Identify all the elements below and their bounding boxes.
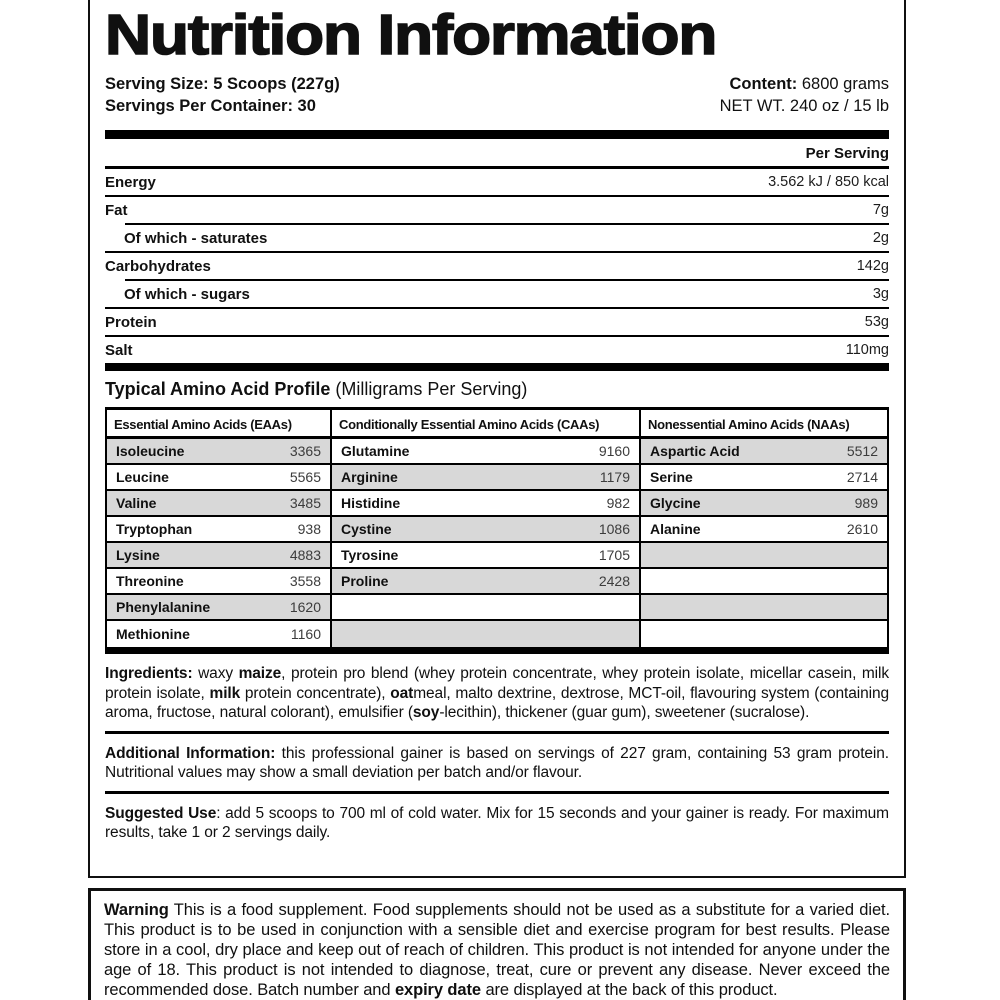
amino-value: 1705 — [598, 547, 630, 564]
emphasized-text: oat — [390, 684, 414, 702]
serving-size-text: Serving Size: 5 Scoops (227g) — [105, 75, 340, 94]
amino-name: Cystine — [341, 521, 392, 538]
nutrient-name: Of which - saturates — [124, 229, 268, 247]
nutrient-value: 2g — [872, 230, 889, 247]
body-text: -lecithin), thickener (guar gum), sweetener (sucralose). — [439, 704, 810, 722]
amino-name: Serine — [650, 469, 693, 486]
divider-bar-top — [105, 130, 889, 139]
nutrient-value: 142g — [856, 258, 889, 275]
amino-row — [332, 491, 639, 517]
emphasized-text: Additional Information: — [105, 744, 276, 762]
nutrient-name: Carbohydrates — [105, 257, 211, 275]
nutrition-table — [105, 169, 889, 363]
body-text: : add 5 scoops to 700 ml of cold water. Mix for 15 seconds and your gainer is ready. For maximum results, take 1 or 2 servings daily. — [105, 804, 889, 842]
divider-rule — [105, 731, 889, 734]
ingredients-paragraph — [105, 664, 889, 723]
amino-name: Glutamine — [341, 443, 410, 460]
amino-row — [641, 543, 887, 569]
amino-value: 1086 — [598, 521, 630, 538]
amino-value: 2714 — [846, 469, 878, 486]
amino-name: Lysine — [116, 547, 160, 564]
amino-row — [107, 543, 330, 569]
amino-name: Aspartic Acid — [650, 443, 740, 460]
nutrition-row — [105, 225, 889, 251]
amino-value: 2428 — [598, 573, 630, 590]
nutrition-row — [105, 281, 889, 307]
nutrient-name: Of which - sugars — [124, 285, 250, 303]
amino-row — [332, 595, 639, 621]
body-text: meal, malto dextrine, dextrose, MCT-oil, flavouring system (containing aroma, fructose, natural colorant), emulsifier ( — [105, 684, 890, 722]
emphasized-text: Suggested Use — [105, 804, 217, 822]
body-text: , protein pro blend (whey protein concentrate, whey protein isolate, micellar casein, milk protein isolate, — [105, 665, 890, 702]
body-text: waxy — [192, 665, 239, 683]
nutrition-row — [105, 169, 889, 195]
amino-row — [641, 621, 887, 647]
amino-column-header: Essential Amino Acids (EAAs) — [107, 410, 330, 439]
amino-value: 9160 — [598, 443, 630, 460]
body-text: are displayed at the back of this product. — [480, 981, 778, 999]
amino-row — [107, 595, 330, 621]
emphasized-text: maize — [238, 665, 282, 683]
amino-row — [641, 595, 887, 621]
amino-row — [332, 569, 639, 595]
nutrient-value: 3g — [872, 286, 889, 303]
amino-row — [107, 569, 330, 595]
amino-value: 3558 — [289, 573, 321, 590]
amino-name: Tryptophan — [116, 521, 193, 538]
page-title: Nutrition Information — [105, 3, 717, 67]
amino-name: Tyrosine — [341, 547, 399, 564]
amino-row — [332, 621, 639, 647]
amino-name: Leucine — [116, 469, 169, 486]
per-serving-header: Per Serving — [805, 145, 889, 163]
emphasized-text: expiry date — [394, 981, 481, 999]
amino-name: Proline — [341, 573, 389, 590]
nutrient-value: 53g — [864, 314, 889, 331]
amino-name: Arginine — [341, 469, 398, 486]
nutrient-value: 7g — [872, 202, 889, 219]
amino-name: Isoleucine — [116, 443, 185, 460]
emphasized-text: Warning — [104, 901, 169, 919]
nutrient-name: Salt — [105, 341, 133, 359]
warning-paragraph — [104, 900, 890, 1000]
amino-name: Alanine — [650, 521, 701, 538]
amino-value: 3365 — [289, 443, 321, 460]
nutrient-value: 3.562 kJ / 850 kcal — [768, 174, 889, 191]
amino-value: 1160 — [290, 626, 321, 643]
content-label: Content: — [729, 75, 798, 94]
content-value: 6800 grams — [797, 75, 889, 94]
amino-acid-table — [105, 407, 889, 654]
additional-information-paragraph — [105, 744, 889, 783]
nutrition-row — [105, 337, 889, 363]
nutrient-name: Fat — [105, 201, 128, 219]
emphasized-text: Ingredients: — [105, 665, 193, 683]
suggested-use-paragraph — [105, 804, 889, 843]
amino-name: Histidine — [341, 495, 401, 512]
divider-rule — [105, 791, 889, 794]
amino-value: 3485 — [289, 495, 321, 512]
amino-profile-title-sub: (Milligrams Per Serving) — [330, 379, 528, 400]
amino-name: Valine — [116, 495, 157, 512]
warning-box — [88, 888, 906, 1000]
emphasized-text: milk — [209, 684, 241, 702]
amino-name: Glycine — [650, 495, 701, 512]
net-weight-text: NET WT. 240 oz / 15 lb — [719, 97, 889, 116]
amino-row — [641, 465, 887, 491]
emphasized-text: soy — [412, 704, 440, 722]
amino-column-header: Conditionally Essential Amino Acids (CAAs) — [332, 410, 639, 439]
nutrition-row — [105, 253, 889, 279]
amino-name: Methionine — [116, 626, 190, 643]
amino-column-header: Nonessential Amino Acids (NAAs) — [641, 410, 887, 439]
amino-profile-title-bold: Typical Amino Acid Profile — [105, 379, 331, 400]
amino-value: 938 — [297, 521, 321, 538]
amino-value: 5565 — [289, 469, 321, 486]
amino-value: 989 — [854, 495, 878, 512]
amino-name: Threonine — [116, 573, 184, 590]
amino-row — [332, 543, 639, 569]
amino-row — [107, 465, 330, 491]
amino-profile-title — [105, 379, 889, 400]
body-text: This is a food supplement. Food supplements should not be used as a substitute for a varied diet. This product is to be used in conjunction with a sensible diet and exercise program for best results. Please store in a cool, dry place and keep out of reach of children. This product is not intended for anyone under the age of 18. This product is not intended to diagnose, treat, cure or prevent any disease. Never exceed the recommended dose. Batch number and — [104, 901, 890, 999]
amino-row — [107, 491, 330, 517]
nutrition-row — [105, 197, 889, 223]
amino-value: 982 — [606, 495, 630, 512]
amino-row — [332, 517, 639, 543]
serving-info-left — [105, 73, 340, 117]
amino-column — [639, 410, 887, 647]
amino-row — [107, 517, 330, 543]
divider-bar-bottom — [105, 363, 889, 371]
amino-row — [332, 439, 639, 465]
nutrition-row — [105, 309, 889, 335]
nutrition-label-panel — [88, 0, 906, 878]
amino-row — [641, 517, 887, 543]
nutrient-name: Protein — [105, 313, 157, 331]
amino-column — [330, 410, 639, 647]
amino-value: 1179 — [599, 469, 630, 486]
serving-info-right — [720, 73, 889, 117]
amino-row — [641, 569, 887, 595]
serving-info-row — [105, 73, 889, 117]
nutrient-value: 110mg — [845, 342, 889, 359]
amino-value: 1620 — [289, 599, 321, 616]
amino-row — [641, 439, 887, 465]
amino-name: Phenylalanine — [116, 599, 211, 616]
amino-value: 2610 — [846, 521, 878, 538]
nutrient-name: Energy — [105, 173, 156, 191]
body-text: this professional gainer is based on servings of 227 gram, containing 53 gram protein. Nutritional values may show a small deviation per batch and/or flavour. — [105, 744, 889, 782]
content-weight-text — [720, 73, 889, 95]
amino-column — [107, 410, 330, 647]
amino-row — [107, 621, 330, 647]
amino-row — [107, 439, 330, 465]
amino-row — [332, 465, 639, 491]
amino-value: 5512 — [846, 443, 878, 460]
body-text: protein concentrate), — [240, 684, 391, 702]
amino-row — [641, 491, 887, 517]
amino-value: 4883 — [289, 547, 321, 564]
servings-per-container-text: Servings Per Container: 30 — [105, 97, 316, 116]
